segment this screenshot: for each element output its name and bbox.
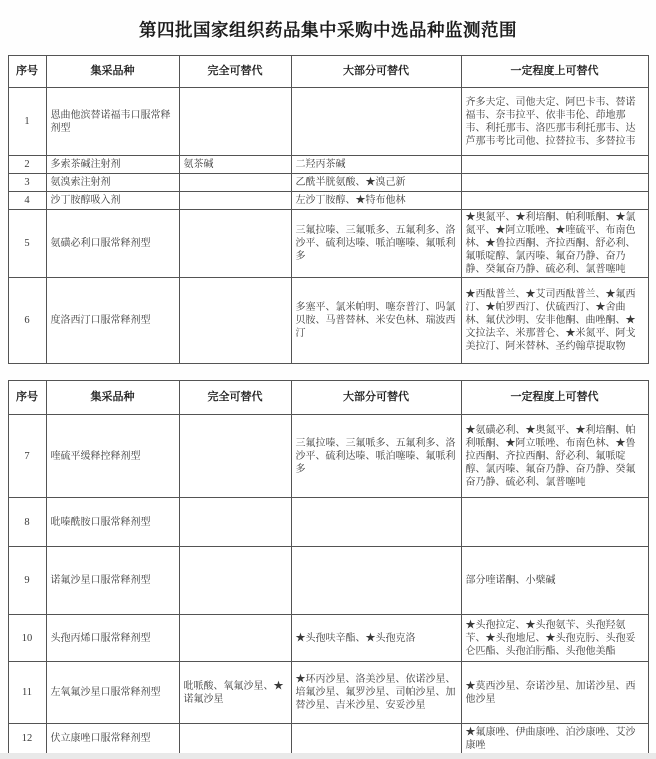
cell-partially-replaceable xyxy=(461,192,648,210)
cell-serial: 10 xyxy=(8,615,46,662)
cell-serial: 11 xyxy=(8,662,46,724)
cell-variety: 吡嗪酰胺口服常释剂型 xyxy=(46,498,179,547)
table-row xyxy=(8,662,648,724)
cell-mostly-replaceable: 三氟拉嗪、三氟哌多、五氟利多、洛沙平、硫利达嗪、哌泊噻嗪、氟哌利多 xyxy=(291,210,461,278)
page-bottom-edge xyxy=(0,753,656,759)
cell-fully-replaceable xyxy=(179,615,291,662)
cell-variety: 头孢丙烯口服常释剂型 xyxy=(46,615,179,662)
cell-mostly-replaceable xyxy=(291,88,461,156)
cell-mostly-replaceable: 三氟拉嗪、三氟哌多、五氟利多、洛沙平、硫利达嗪、哌泊噻嗪、氟哌利多 xyxy=(291,415,461,498)
cell-variety: 左氧氟沙星口服常释剂型 xyxy=(46,662,179,724)
cell-partially-replaceable: ★头孢拉定、★头孢氨苄、头孢羟氨苄、★头孢地尼、★头孢克肟、头孢妥仑匹酯、头孢泊肟酯、头孢他美酯 xyxy=(461,615,648,662)
cell-fully-replaceable xyxy=(179,498,291,547)
cell-serial: 9 xyxy=(8,547,46,615)
table-header-row xyxy=(8,56,648,88)
column-header-partially-replaceable: 一定程度上可替代 xyxy=(461,381,648,415)
table-row xyxy=(8,210,648,278)
cell-fully-replaceable xyxy=(179,278,291,364)
monitoring-table-1 xyxy=(8,55,649,364)
column-header-mostly-replaceable: 大部分可替代 xyxy=(291,381,461,415)
table-row xyxy=(8,547,648,615)
cell-serial: 3 xyxy=(8,174,46,192)
cell-variety: 诺氟沙星口服常释剂型 xyxy=(46,547,179,615)
cell-serial: 4 xyxy=(8,192,46,210)
cell-mostly-replaceable xyxy=(291,498,461,547)
cell-fully-replaceable xyxy=(179,192,291,210)
cell-variety: 喹硫平缓释控释剂型 xyxy=(46,415,179,498)
cell-variety: 多索茶碱注射剂 xyxy=(46,156,179,174)
cell-partially-replaceable: ★莫西沙星、奈诺沙星、加诺沙星、西他沙星 xyxy=(461,662,648,724)
cell-mostly-replaceable: 二羟丙茶碱 xyxy=(291,156,461,174)
cell-fully-replaceable xyxy=(179,547,291,615)
page-title: 第四批国家组织药品集中采购中选品种监测范围 xyxy=(139,20,517,40)
cell-mostly-replaceable: 左沙丁胺醇、★特布他林 xyxy=(291,192,461,210)
column-header-serial: 序号 xyxy=(8,381,46,415)
cell-mostly-replaceable: ★环丙沙星、洛美沙星、依诺沙星、培氟沙星、氟罗沙星、司帕沙星、加替沙星、吉米沙星、安妥沙星 xyxy=(291,662,461,724)
cell-variety: 氨溴索注射剂 xyxy=(46,174,179,192)
cell-partially-replaceable: ★奥氮平、★利培酮、帕利哌酮、★氯氮平、★阿立哌唑、★喹硫平、布南色林、★鲁拉西酮、齐拉西酮、舒必利、氟哌啶醇、氯丙嗪、氟奋乃静、奋乃静、癸氟奋乃静、硫必利、氯普噻吨 xyxy=(461,210,648,278)
table-header-row xyxy=(8,381,648,415)
column-header-variety: 集采品种 xyxy=(46,381,179,415)
cell-serial: 1 xyxy=(8,88,46,156)
cell-partially-replaceable xyxy=(461,498,648,547)
cell-fully-replaceable: 氨茶碱 xyxy=(179,156,291,174)
cell-mostly-replaceable xyxy=(291,724,461,754)
cell-fully-replaceable xyxy=(179,174,291,192)
cell-mostly-replaceable: 乙酰半胱氨酸、★溴己新 xyxy=(291,174,461,192)
cell-serial: 5 xyxy=(8,210,46,278)
cell-partially-replaceable: ★氨磺必利、★奥氮平、★利培酮、帕利哌酮、★阿立哌唑、布南色林、★鲁拉西酮、齐拉西酮、舒必利、氟哌啶醇、氯丙嗪、氟奋乃静、奋乃静、癸氟奋乃静、硫必利、氯普噻吨 xyxy=(461,415,648,498)
cell-serial: 2 xyxy=(8,156,46,174)
cell-partially-replaceable xyxy=(461,174,648,192)
column-header-serial: 序号 xyxy=(8,56,46,88)
column-header-partially-replaceable: 一定程度上可替代 xyxy=(461,56,648,88)
column-header-fully-replaceable: 完全可替代 xyxy=(179,381,291,415)
cell-fully-replaceable xyxy=(179,724,291,754)
cell-partially-replaceable: 部分喹诺酮、小檗碱 xyxy=(461,547,648,615)
table-row xyxy=(8,156,648,174)
table-row xyxy=(8,498,648,547)
column-header-mostly-replaceable: 大部分可替代 xyxy=(291,56,461,88)
cell-serial: 12 xyxy=(8,724,46,754)
table-row xyxy=(8,174,648,192)
cell-partially-replaceable: ★西酞普兰、★艾司西酞普兰、★氟西汀、★帕罗西汀、伏硫西汀、★舍曲林、氟伏沙明、安非他酮、曲唑酮、★文拉法辛、米那普仑、★米氮平、阿戈美拉汀、阿米替林、圣约翰草提取物 xyxy=(461,278,648,364)
cell-mostly-replaceable xyxy=(291,547,461,615)
cell-fully-replaceable xyxy=(179,210,291,278)
table-gap xyxy=(0,364,656,380)
cell-variety: 氨磺必利口服常释剂型 xyxy=(46,210,179,278)
cell-serial: 6 xyxy=(8,278,46,364)
table-row xyxy=(8,192,648,210)
table-row xyxy=(8,415,648,498)
column-header-fully-replaceable: 完全可替代 xyxy=(179,56,291,88)
cell-serial: 7 xyxy=(8,415,46,498)
cell-fully-replaceable xyxy=(179,88,291,156)
table-row xyxy=(8,615,648,662)
cell-variety: 度洛西汀口服常释剂型 xyxy=(46,278,179,364)
cell-variety: 恩曲他滨替诺福韦口服常释剂型 xyxy=(46,88,179,156)
cell-mostly-replaceable: 多塞平、氯米帕明、噻奈普汀、吗氯贝胺、马普替林、米安色林、瑞波西汀 xyxy=(291,278,461,364)
cell-partially-replaceable xyxy=(461,156,648,174)
table-row xyxy=(8,88,648,156)
cell-serial: 8 xyxy=(8,498,46,547)
table-row xyxy=(8,724,648,754)
column-header-variety: 集采品种 xyxy=(46,56,179,88)
cell-fully-replaceable: 吡哌酸、氧氟沙星、★诺氟沙星 xyxy=(179,662,291,724)
cell-partially-replaceable: ★氟康唑、伊曲康唑、泊沙康唑、艾沙康唑 xyxy=(461,724,648,754)
cell-variety: 沙丁胺醇吸入剂 xyxy=(46,192,179,210)
cell-variety: 伏立康唑口服常释剂型 xyxy=(46,724,179,754)
cell-partially-replaceable: 齐多夫定、司他夫定、阿巴卡韦、替诺福韦、奈韦拉平、依非韦伦、茚地那韦、利托那韦、洛匹那韦利托那韦、达芦那韦考比司他、拉替拉韦、多替拉韦 xyxy=(461,88,648,156)
cell-mostly-replaceable: ★头孢呋辛酯、★头孢克洛 xyxy=(291,615,461,662)
cell-fully-replaceable xyxy=(179,415,291,498)
table-row xyxy=(8,278,648,364)
monitoring-table-2 xyxy=(8,380,649,753)
